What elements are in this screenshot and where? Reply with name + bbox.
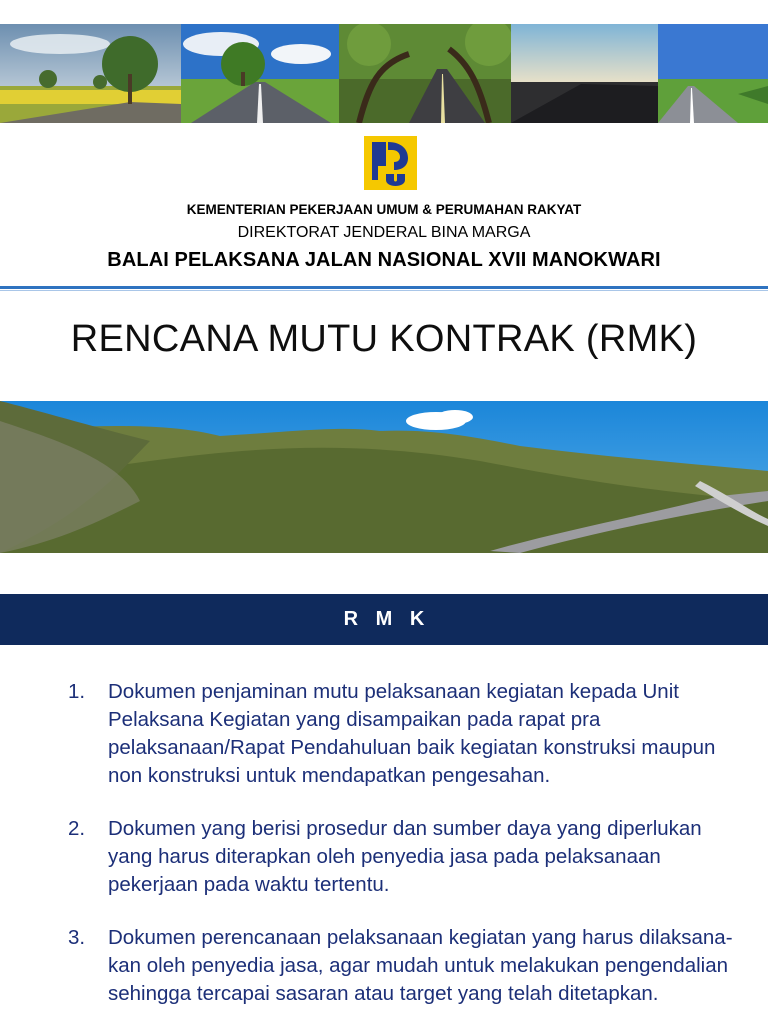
road-photo-2 — [181, 24, 339, 123]
road-photo-5 — [658, 24, 768, 123]
road-photo-1 — [0, 24, 181, 123]
header-divider-thin — [0, 290, 768, 291]
office-name: BALAI PELAKSANA JALAN NASIONAL XVII MANOKWARI — [107, 249, 661, 271]
list-item-number: 1. — [68, 680, 86, 703]
list-item-text: Dokumen penjaminan mutu pelaksanaan kegiatan kepada Unit Pelaksana Kegiatan yang disampaikan pada rapat pra pelaksanaan/Rapat Pendahuluan baik kegiatan konstruksi maupun non konstruksi untuk mendapatkan pengesahan. — [108, 680, 716, 787]
list-item — [0, 815, 768, 899]
header-photo-strip — [0, 24, 768, 123]
road-photo-3 — [339, 24, 511, 123]
list-item-number: 3. — [68, 926, 86, 949]
list-item — [0, 678, 768, 790]
definition-list — [0, 678, 768, 1033]
directorate-name: DIREKTORAT JENDERAL BINA MARGA — [237, 224, 531, 241]
section-header-label: R M K — [343, 608, 431, 630]
list-item — [0, 924, 768, 1008]
ministry-logo — [364, 136, 417, 190]
document-title: RENCANA MUTU KONTRAK (RMK) — [70, 318, 698, 360]
header-divider — [0, 286, 768, 289]
landscape-banner — [0, 401, 768, 553]
road-photo-4 — [511, 24, 658, 123]
ministry-name: KEMENTERIAN PEKERJAAN UMUM & PERUMAHAN RAKYAT — [186, 202, 582, 217]
list-item-number: 2. — [68, 817, 86, 840]
list-item-text: Dokumen yang berisi prosedur dan sumber daya yang diperlukan yang harus diterapkan oleh penyedia jasa pada pelaksanaan pekerjaan pada waktu tertentu. — [108, 817, 702, 896]
section-header — [0, 594, 768, 645]
list-item-text: Dokumen perencanaan pelaksanaan kegiatan yang harus dilaksana-kan oleh penyedia jasa, agar mudah untuk melakukan pengendalian sehingga tercapai sasaran atau target yang telah ditetapkan. — [108, 926, 733, 1005]
